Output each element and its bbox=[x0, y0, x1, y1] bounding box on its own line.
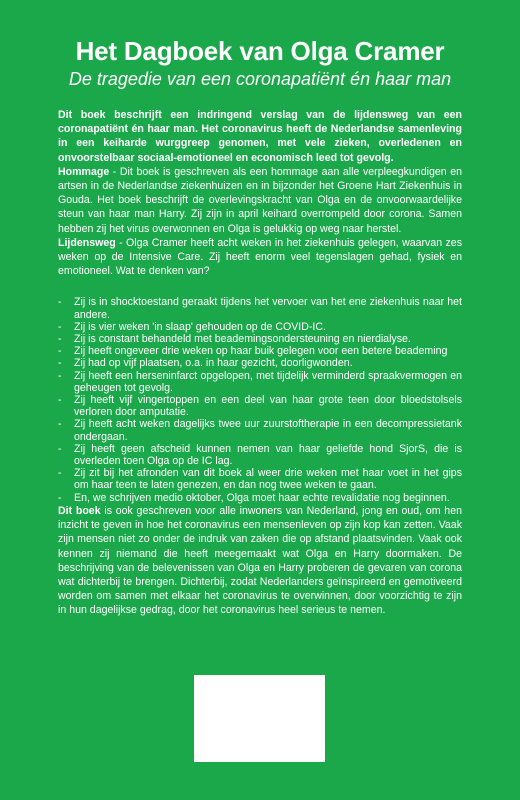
lijdensweg-text: - Olga Cramer heeft acht weken in het ziekenhuis gelegen, waarvan zes weken op de Intensive Care. Zij heeft enorm veel tegenslagen gehad, fysiek en emotioneel. Wat te denken van? bbox=[58, 236, 462, 278]
list-item: - Zij heeft vijf vingertoppen en een deel van haar grote teen door bloedstolsels verloren door amputatie. bbox=[58, 394, 462, 419]
list-item: - Zij is in shocktoestand geraakt tijdens het vervoer van het ene ziekenhuis naar het andere. bbox=[58, 296, 462, 321]
list-item: - En, we schrijven medio oktober, Olga moet haar echte revalidatie nog beginnen. bbox=[58, 491, 450, 504]
list-item: - Zij is vier weken 'in slaap' gehouden op de COVID-IC. bbox=[58, 320, 326, 333]
hommage-paragraph bbox=[58, 165, 462, 236]
dit-boek-lead: Dit boek bbox=[58, 504, 101, 517]
barcode-placeholder-box bbox=[194, 675, 325, 762]
list-item: - Zij heeft een herseninfarct opgelopen, met tijdelijk verminderd spraakvermogen en geheugen tot gevolg. bbox=[58, 369, 462, 394]
dit-boek-text: is ook geschreven voor alle inwoners van Nederland, jong en oud, om hen inzicht te geven in hoe het coronavirus een mensenleven op zijn kop kan zetten. Vaak zijn mensen niet zo onder de indruk van zaken die op afstand plaatsvinden. Vaak ook kennen zij niemand die heeft meegemaakt wat Olga en Harry doormaken. De beschrijving van de belevenissen van Olga en Harry proberen de gevaren van corona wat dichterbij te brengen. Dichterbij, zodat Nederlanders geïnspireerd en gemotiveerd worden om samen met elkaar het coronavirus te overwinnen, door voorzichtig te zijn in hun dagelijkse gedrag, door het coronavirus heel serieus te nemen. bbox=[58, 504, 462, 617]
list-dash: - bbox=[58, 296, 62, 309]
list-item: - Zij heeft acht weken dagelijks twee uur zuurstoftherapie in een decompressietank ondergaan. bbox=[58, 418, 462, 443]
list-dash: - bbox=[58, 320, 62, 333]
hommage-text: - Dit boek is geschreven als een hommage aan alle verpleegkundigen en artsen in de Nederlandse ziekenhuizen en in bijzonder het Groene Hart Ziekenhuis in Gouda. Het boek beschrijft de overlevingskracht van Olga en de onvoorwaardelijke steun van haar man Harry. Zij zijn in april keihard overrompeld door corona. Samen hebben zij het virus overwonnen en Olga is gelukkig op weg naar herstel. bbox=[58, 165, 462, 235]
book-subtitle: De tragedie van een coronapatiënt én haar man bbox=[68, 69, 452, 89]
list-dash: - bbox=[58, 467, 62, 480]
list-item: - Zij had op vijf plaatsen, o.a. in haar gezicht, doorligwonden. bbox=[58, 357, 353, 370]
list-dash: - bbox=[58, 333, 62, 346]
lijdensweg-lead: Lijdensweg bbox=[58, 236, 116, 249]
list-item: - Zij is constant behandeld met beademingsondersteuning en nierdialyse. bbox=[58, 333, 411, 346]
list-item: - Zij zit bij het afronden van dit boek al weer drie weken met haar voet in het gips om haar teen te laten genezen, en dan nog twee weken te gaan. bbox=[58, 467, 462, 492]
list-dash: - bbox=[58, 442, 62, 455]
list-dash: - bbox=[58, 369, 62, 382]
hommage-lead: Hommage bbox=[58, 165, 110, 178]
list-item: - Zij heeft ongeveer drie weken op haar buik gelegen voor een betere beademing bbox=[58, 345, 448, 358]
list-item: - Zij heeft geen afscheid kunnen nemen van haar geliefde hond SjorS, die is overleden toen Olga op de IC lag. bbox=[58, 442, 462, 468]
list-dash: - bbox=[58, 418, 62, 431]
list-dash: - bbox=[58, 491, 62, 504]
list-dash: - bbox=[58, 394, 62, 407]
dit-boek-paragraph bbox=[58, 504, 462, 618]
book-title: Het Dagboek van Olga Cramer bbox=[75, 36, 445, 66]
list-dash: - bbox=[58, 357, 62, 370]
intro-paragraph: Dit boek beschrijft een indringend verslag van de lijdensweg van een coronapatiënt én haar man. Het coronavirus heeft de Nederlandse samenleving in een keiharde wurggreep genomen, met vele zieken, overledenen en onvoorstelbaar sociaal-emotioneel en economisch leed tot gevolg. bbox=[58, 109, 462, 164]
list-dash: - bbox=[58, 345, 62, 358]
lijdensweg-paragraph bbox=[58, 236, 462, 279]
setbacks-list bbox=[58, 296, 462, 503]
